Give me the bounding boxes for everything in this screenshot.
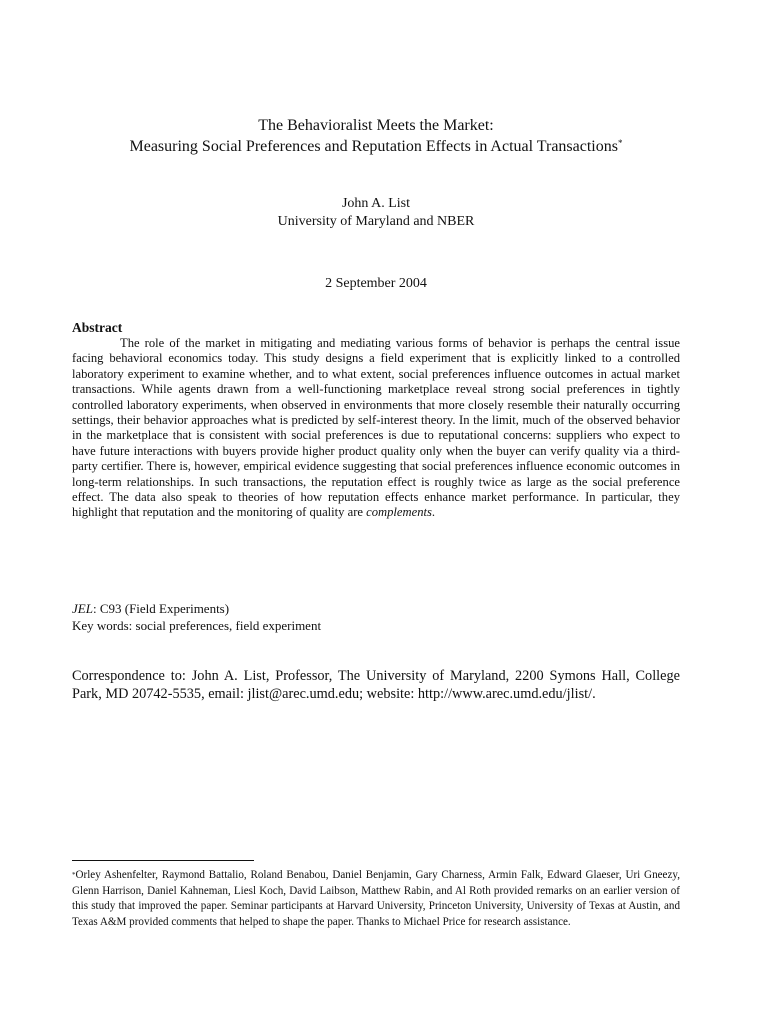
author-block: [72, 195, 680, 231]
footnote-text: Orley Ashenfelter, Raymond Battalio, Roland Benabou, Daniel Benjamin, Gary Charness, Armin Falk, Edward Glaeser, Uri Gneezy, Glenn Harrison, Daniel Kahneman, Liesl Koch, David Laibson, Matthew Rabin, and Al Roth provided remarks on an earlier version of this study that improved the paper. Seminar participants at Harvard University, Princeton University, University of Texas at Austin, and Texas A&M provided comments that helped to shape the paper. Thanks to Michael Price for research assistance.: [72, 869, 680, 928]
correspondence: Correspondence to: John A. List, Professor, The University of Maryland, 2200 Symons Hall, College Park, MD 20742-5535, email: jlist@arec.umd.edu; website: http://www.arec.umd.edu/jlist/.: [72, 668, 680, 702]
abstract-section: [72, 320, 680, 521]
footnote-divider: [72, 860, 254, 861]
paper-date: 2 September 2004: [325, 276, 427, 291]
title-footnote-marker: *: [617, 138, 623, 148]
title-line-1: The Behavioralist Meets the Market:: [258, 117, 494, 134]
author-name: John A. List: [341, 196, 411, 211]
abstract-end: .: [431, 505, 436, 520]
key-words: Key words: social preferences, field experiment: [72, 618, 322, 633]
jel-label: JEL: [72, 601, 93, 616]
abstract-heading: Abstract: [72, 320, 123, 335]
author-affiliation: University of Maryland and NBER: [277, 214, 475, 229]
footnote: [72, 868, 680, 930]
jel-value: : C93 (Field Experiments): [92, 601, 230, 616]
abstract-emphasis: complements: [366, 505, 432, 520]
abstract-body: [72, 336, 680, 521]
footnote-marker: *: [72, 871, 76, 879]
jel-codes: [72, 600, 680, 617]
title-line-2: [72, 136, 680, 157]
title-line-2-text: Measuring Social Preferences and Reputation Effects in Actual Transactions: [129, 138, 618, 155]
paper-title: [72, 115, 680, 157]
abstract-text: The role of the market in mitigating and mediating various forms of behavior is perhaps the central issue facing behavioral economics today. This study designs a field experiment that is explicitly linked to a controlled laboratory experiment to examine whether, and to what extent, social preferences influence outcomes in actual market transactions. While agents drawn from a well-functioning marketplace reveal strong social preferences in tightly controlled laboratory experiments, when observed in environments that more closely resemble their naturally occurring settings, their behavior approaches what is predicted by self-interest theory. In the limit, much of the observed behavior in the marketplace that is consistent with social preferences is due to reputational concerns: suppliers who expect to have future interactions with buyers provide higher product quality only when the buyer can verify quality via a third-party certifier. There is, however, empirical evidence suggesting that social preferences influence economic outcomes in long-term relationships. In such transactions, the reputation effect is roughly twice as large as the social preference effect. The data also speak to theories of how reputation effects enhance market performance. In particular, they highlight that reputation and the monitoring of quality are: [72, 336, 680, 520]
classification-block: [72, 600, 680, 634]
